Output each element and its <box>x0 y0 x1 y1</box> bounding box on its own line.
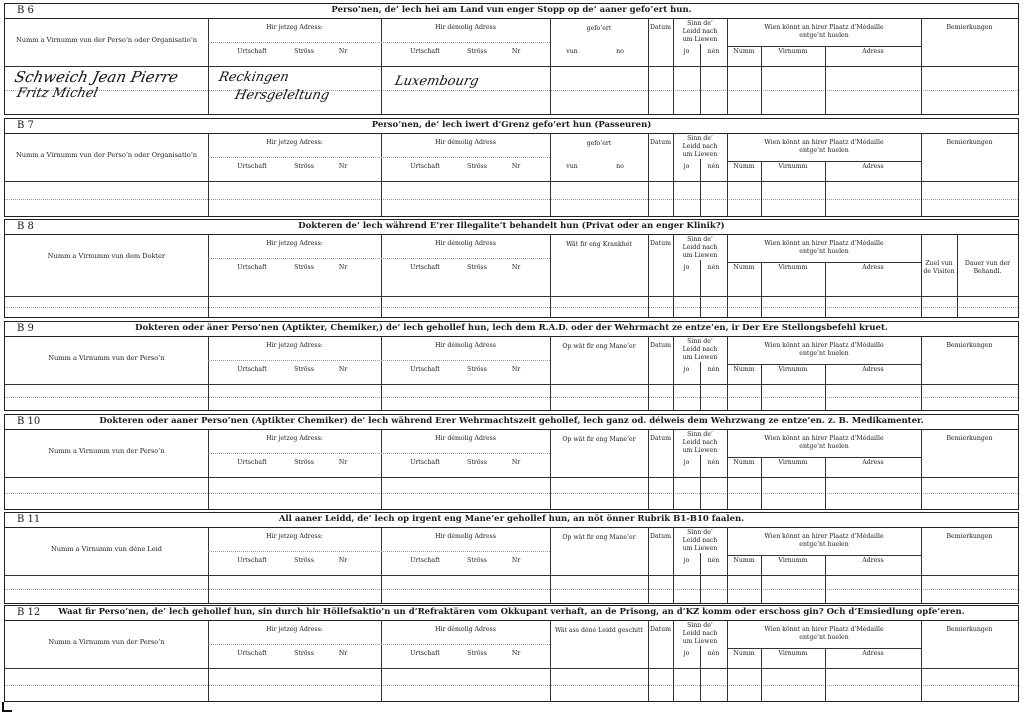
section-title: Dokteren de’ lech während E’rer Illegalite’t behandelt hun (Privat oder an enger Klinik?) <box>298 221 725 231</box>
name-column-label: Numm a Virnumm vun der Perso’n <box>48 354 165 362</box>
name-column-label: Numm a Virnumm vun déne Leid <box>51 545 162 553</box>
street-label: Ströss <box>294 650 314 657</box>
locality-label: Urtschaft <box>410 366 440 373</box>
medal-label-1: Wien könnt an hirer Plaatz d’Médaille <box>764 626 884 633</box>
locality-label: Urtschaft <box>237 557 267 564</box>
alive-label-1: Sinn de’ <box>687 20 713 27</box>
medal-label-2: entge’nt huelen <box>799 634 849 641</box>
locality-label: Urtschaft <box>237 366 267 373</box>
medal-firstname-label: Virnumm <box>778 163 808 170</box>
entry-row-line <box>5 493 1018 494</box>
purpose-column-label: gefo’ert <box>586 25 612 32</box>
medal-label-1: Wien könnt an hirer Plaatz d’Médaille <box>764 342 884 349</box>
alive-label-2: Leidd nach <box>682 630 718 637</box>
name-column-label: Numm a Virnumm vun der Perso’n <box>48 638 165 646</box>
name-column-label: Numm a Virnumm vun der Perso’n <box>48 447 165 455</box>
purpose-column-label: Wät fir eng Krankhét <box>566 241 632 248</box>
section-code: B 11 <box>17 514 41 525</box>
alive-label-2: Leidd nach <box>682 244 718 251</box>
locality-label: Urtschaft <box>410 557 440 564</box>
section-title: Dokteren oder aaner Perso’nen (Aptikter Chemiker) de’ lech während Erer Wehrmachtszeit gehollef, lech ganz od. délweis dem Wehrzwang ze entze’en. z. B. Medikamenter. <box>99 416 924 426</box>
former-address-label: Hir démolig Adress <box>435 626 496 633</box>
date-label: Datum <box>650 626 671 633</box>
alive-label-2: Leidd nach <box>682 143 718 150</box>
date-label: Datum <box>650 24 671 31</box>
purpose-column-label: Op wät fir eng Mane’er <box>562 534 636 541</box>
header-bottom-line <box>5 668 1018 669</box>
header-bottom-line <box>5 296 1018 297</box>
medal-address-label: Adress <box>862 650 884 657</box>
purpose-column-label: Op wät fir eng Mane’er <box>562 436 636 443</box>
alive-label-3: um Liewen <box>682 354 718 361</box>
number-label: Nr <box>338 557 348 564</box>
entry-row-line <box>5 397 1018 398</box>
alive-label-2: Leidd nach <box>682 346 718 353</box>
section-code: B 10 <box>17 416 41 427</box>
header-sub-line <box>208 453 550 454</box>
number-label: Nr <box>338 459 348 466</box>
section-title: Perso’nen, de’ lech hei am Land vun enger Stopp op de’ aaner gefo’ert hun. <box>331 5 692 15</box>
locality-label: Urtschaft <box>410 650 440 657</box>
medal-name-label: Numm <box>733 163 755 170</box>
street-label: Ströss <box>467 163 487 170</box>
header-sub-line <box>208 42 550 43</box>
locality-label: Urtschaft <box>410 48 440 55</box>
medal-label-1: Wien könnt an hirer Plaatz d’Médaille <box>764 139 884 146</box>
number-label: Nr <box>511 163 521 170</box>
to-label: no <box>616 48 624 55</box>
date-label: Datum <box>650 533 671 540</box>
former-address-label: Hir démolig Adress <box>435 24 496 31</box>
handwritten-street: Hersgeleltung <box>233 88 331 103</box>
medal-address-label: Adress <box>862 557 884 564</box>
column-divider <box>208 18 209 114</box>
medal-firstname-label: Virnumm <box>778 366 808 373</box>
medal-firstname-label: Virnumm <box>778 557 808 564</box>
section-title: Perso’nen, de’ lech iwert d’Grenz gefo’ert hun (Passeuren) <box>371 120 652 130</box>
alive-label-3: um Liewen <box>682 545 718 552</box>
alive-label-1: Sinn de’ <box>687 622 713 629</box>
street-label: Ströss <box>294 459 314 466</box>
alive-label-1: Sinn de’ <box>687 135 713 142</box>
header-bottom-line <box>5 477 1018 478</box>
medal-label-2: entge’nt huelen <box>799 248 849 255</box>
former-address-label: Hir démolig Adress <box>435 435 496 442</box>
header-sub-line <box>727 161 921 162</box>
medal-name-label: Numm <box>733 459 755 466</box>
remarks-label: Bemierkungen <box>946 139 993 146</box>
medal-label-1: Wien könnt an hirer Plaatz d’Médaille <box>764 24 884 31</box>
yes-label: jo <box>683 264 690 271</box>
alive-label-3: um Liewen <box>682 447 718 454</box>
entry-row-line <box>5 199 1018 200</box>
former-address-label: Hir démolig Adress <box>435 533 496 540</box>
date-label: Datum <box>650 342 671 349</box>
handwritten-former-address: Luxembourg <box>393 74 481 89</box>
yes-label: jo <box>683 48 690 55</box>
corner-mark <box>2 702 12 712</box>
former-address-label: Hir démolig Adress <box>435 139 496 146</box>
column-divider <box>921 18 922 114</box>
number-label: Nr <box>511 557 521 564</box>
section-b7 <box>4 118 1019 217</box>
medal-name-label: Numm <box>733 557 755 564</box>
yes-label: jo <box>683 163 690 170</box>
to-label: no <box>616 163 624 170</box>
section-code: B 7 <box>17 120 34 131</box>
number-label: Nr <box>338 48 348 55</box>
medal-label-2: entge’nt huelen <box>799 541 849 548</box>
yes-label: jo <box>683 557 690 564</box>
date-label: Datum <box>650 139 671 146</box>
alive-label-3: um Liewen <box>682 151 718 158</box>
header-sub-line <box>727 648 921 649</box>
medal-name-label: Numm <box>733 366 755 373</box>
medal-firstname-label: Virnumm <box>778 459 808 466</box>
medal-divider <box>761 46 762 114</box>
alive-label-1: Sinn de’ <box>687 431 713 438</box>
purpose-column-label: Wät ass déné Leidd geschitt <box>554 627 644 634</box>
section-title-bar <box>5 415 1018 430</box>
duration-label: Dauer vun der Behandl. <box>964 260 1011 275</box>
yes-label: jo <box>683 650 690 657</box>
entry-row-line <box>5 589 1018 590</box>
medal-address-label: Adress <box>862 366 884 373</box>
former-address-label: Hir démolig Adress <box>435 240 496 247</box>
alive-label-3: um Liewen <box>682 36 718 43</box>
header-sub-line <box>727 555 921 556</box>
no-label: nén <box>707 459 720 466</box>
medal-name-label: Numm <box>733 48 755 55</box>
section-b11 <box>4 512 1019 604</box>
no-label: nén <box>707 557 720 564</box>
section-b8 <box>4 219 1019 318</box>
name-column-label: Numm a Virnumm vun dem Dokter <box>47 252 166 260</box>
street-label: Ströss <box>294 557 314 564</box>
alive-label-3: um Liewen <box>682 252 718 259</box>
section-b12 <box>4 605 1019 702</box>
section-title-bar <box>5 4 1018 19</box>
column-divider <box>381 18 382 114</box>
locality-label: Urtschaft <box>237 163 267 170</box>
no-label: nén <box>707 264 720 271</box>
medal-address-label: Adress <box>862 459 884 466</box>
header-bottom-line <box>5 181 1018 182</box>
section-code: B 6 <box>17 5 34 16</box>
section-title-bar <box>5 119 1018 134</box>
current-address-label: Hir jetzeg Adress: <box>266 24 323 31</box>
no-label: nén <box>707 48 720 55</box>
street-label: Ströss <box>294 264 314 271</box>
current-address-label: Hir jetzeg Adress: <box>266 240 323 247</box>
entry-row-line <box>5 90 1018 91</box>
street-label: Ströss <box>294 48 314 55</box>
handwritten-locality: Reckingen <box>217 70 291 85</box>
medal-name-label: Numm <box>733 650 755 657</box>
locality-label: Urtschaft <box>237 48 267 55</box>
header-bottom-line <box>5 66 1018 67</box>
medal-name-label: Numm <box>733 264 755 271</box>
name-column-label: Numm a Virnumm vun der Perso’n oder Organisatio’n <box>15 36 198 44</box>
section-b9 <box>4 321 1019 411</box>
header-sub-line <box>208 551 550 552</box>
number-label: Nr <box>511 264 521 271</box>
locality-label: Urtschaft <box>410 459 440 466</box>
medal-firstname-label: Virnumm <box>778 264 808 271</box>
section-code: B 9 <box>17 323 34 334</box>
header-bottom-line <box>5 575 1018 576</box>
column-divider <box>648 18 649 114</box>
locality-label: Urtschaft <box>410 163 440 170</box>
number-label: Nr <box>511 459 521 466</box>
street-label: Ströss <box>467 459 487 466</box>
medal-label-1: Wien könnt an hirer Plaatz d’Médaille <box>764 240 884 247</box>
street-label: Ströss <box>467 557 487 564</box>
alive-label-1: Sinn de’ <box>687 236 713 243</box>
visits-label: Zuel vun de Visiten <box>923 260 955 275</box>
purpose-column-label: Op wät fir eng Mane’er <box>562 343 636 350</box>
entry-row-line <box>5 685 1018 686</box>
medal-firstname-label: Virnumm <box>778 48 808 55</box>
number-label: Nr <box>338 264 348 271</box>
locality-label: Urtschaft <box>237 264 267 271</box>
section-code: B 12 <box>17 607 41 618</box>
street-label: Ströss <box>467 264 487 271</box>
date-label: Datum <box>650 435 671 442</box>
section-title: Dokteren oder äner Perso’nen (Aptikter, Chemiker,) de’ lech gehollef hun, lech dem R.A.D. oder der Wehrmacht ze entze’en, ir Der Ere Stellongsbefehl kruet. <box>135 323 888 333</box>
remarks-label: Bemierkungen <box>946 24 993 31</box>
street-label: Ströss <box>294 163 314 170</box>
medal-address-label: Adress <box>862 48 884 55</box>
header-sub-line <box>727 364 921 365</box>
section-title-bar <box>5 220 1018 235</box>
alive-label-1: Sinn de’ <box>687 338 713 345</box>
section-title-bar <box>5 513 1018 528</box>
handwritten-name-1: Schweich Jean Pierre <box>13 68 180 86</box>
current-address-label: Hir jetzeg Adress: <box>266 533 323 540</box>
medal-address-label: Adress <box>862 264 884 271</box>
header-bottom-line <box>5 384 1018 385</box>
locality-label: Urtschaft <box>237 459 267 466</box>
street-label: Ströss <box>467 650 487 657</box>
former-address-label: Hir démolig Adress <box>435 342 496 349</box>
alive-label-2: Leidd nach <box>682 28 718 35</box>
street-label: Ströss <box>467 48 487 55</box>
alive-label-3: um Liewen <box>682 638 718 645</box>
section-title: Waat fir Perso’nen, de’ lech gehollef hun, sin durch hir Höllefsaktio’n un d’Refraktären vom Okkupant verhaft, an de Prisong, an d’KZ komm oder erschoss gin? Och d’Emsiedlung opfe’eren. <box>58 607 965 617</box>
purpose-column-label: gefo’ert <box>586 140 612 147</box>
header-sub-line <box>727 457 921 458</box>
date-label: Datum <box>650 240 671 247</box>
header-sub-line <box>208 644 550 645</box>
alive-label-1: Sinn de’ <box>687 529 713 536</box>
header-sub-line <box>727 262 921 263</box>
section-title: All aaner Leidd, de’ lech op irgent eng Mane’er gehollef hun, an nöt önner Rubrik B1-B10 faalen. <box>278 514 745 524</box>
medal-firstname-label: Virnumm <box>778 650 808 657</box>
medal-label-2: entge’nt huelen <box>799 350 849 357</box>
header-sub-line <box>208 157 550 158</box>
current-address-label: Hir jetzeg Adress: <box>266 435 323 442</box>
current-address-label: Hir jetzeg Adress: <box>266 342 323 349</box>
number-label: Nr <box>511 650 521 657</box>
remarks-label: Bemierkungen <box>946 533 993 540</box>
alive-label-2: Leidd nach <box>682 537 718 544</box>
section-code: B 8 <box>17 221 34 232</box>
header-sub-line <box>727 46 921 47</box>
from-label: vun <box>566 163 578 170</box>
number-label: Nr <box>338 650 348 657</box>
no-label: nén <box>707 650 720 657</box>
section-b10 <box>4 414 1019 510</box>
no-label: nén <box>707 366 720 373</box>
section-title-bar <box>5 606 1018 621</box>
street-label: Ströss <box>294 366 314 373</box>
handwritten-name-2: Fritz Michel <box>15 86 100 101</box>
alive-label-2: Leidd nach <box>682 439 718 446</box>
from-label: vun <box>566 48 578 55</box>
current-address-label: Hir jetzeg Adress: <box>266 139 323 146</box>
street-label: Ströss <box>467 366 487 373</box>
remarks-label: Bemierkungen <box>946 342 993 349</box>
current-address-label: Hir jetzeg Adress: <box>266 626 323 633</box>
remarks-label: Bemierkungen <box>946 435 993 442</box>
medal-label-2: entge’nt huelen <box>799 443 849 450</box>
section-title-bar <box>5 322 1018 337</box>
entry-row-line <box>5 307 1018 308</box>
medal-divider <box>825 46 826 114</box>
medal-label-2: entge’nt huelen <box>799 147 849 154</box>
number-label: Nr <box>338 366 348 373</box>
number-label: Nr <box>511 48 521 55</box>
medal-label-1: Wien könnt an hirer Plaatz d’Médaille <box>764 435 884 442</box>
no-label: nén <box>707 163 720 170</box>
number-label: Nr <box>338 163 348 170</box>
section-b6 <box>4 3 1019 115</box>
locality-label: Urtschaft <box>410 264 440 271</box>
name-column-label: Numm a Virnumm vun der Perso’n oder Organisatio’n <box>15 151 198 159</box>
number-label: Nr <box>511 366 521 373</box>
header-sub-line <box>208 258 550 259</box>
yes-label: jo <box>683 459 690 466</box>
medal-label-2: entge’nt huelen <box>799 32 849 39</box>
header-sub-line <box>208 360 550 361</box>
yes-label: jo <box>683 366 690 373</box>
medal-address-label: Adress <box>862 163 884 170</box>
remarks-label: Bemierkungen <box>946 626 993 633</box>
locality-label: Urtschaft <box>237 650 267 657</box>
medal-label-1: Wien könnt an hirer Plaatz d’Médaille <box>764 533 884 540</box>
